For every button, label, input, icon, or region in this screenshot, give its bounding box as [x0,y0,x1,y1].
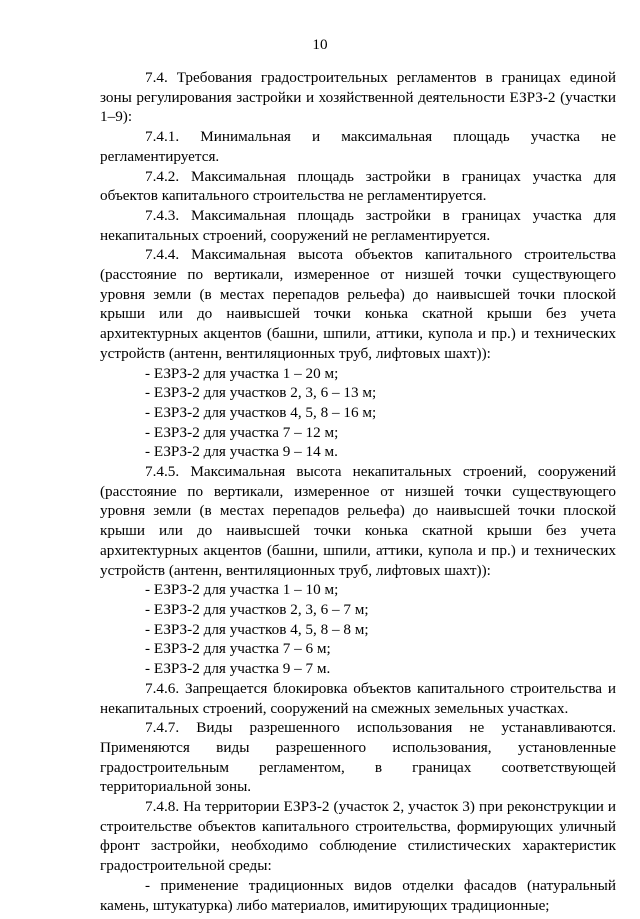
list-item: - ЕЗРЗ-2 для участков 4, 5, 8 – 16 м; [145,403,377,421]
list-item: - ЕЗРЗ-2 для участков 4, 5, 8 – 8 м; [145,620,369,638]
list-item: - ЕЗРЗ-2 для участка 1 – 10 м; [145,581,339,599]
list-item: - ЕЗРЗ-2 для участка 9 – 14 м. [145,443,338,461]
paragraph-7-4-8: 7.4.8. На территории ЕЗРЗ-2 (участок 2, участок 3) при реконструкции и строительстве объектов капитального строительства, формирующих уличный фронт застройки, необходимо соблюдение стилистических характеристик градостроительной среды: [100,798,616,875]
paragraph-7-4-2: 7.4.2. Максимальная площадь застройки в границах участка для объектов капитального строительства не регламентируется. [100,167,616,205]
list-item: - ЕЗРЗ-2 для участка 7 – 12 м; [145,423,339,441]
list-item: - ЕЗРЗ-2 для участка 9 – 7 м. [145,660,331,678]
paragraph-7-4-4: 7.4.4. Максимальная высота объектов капитального строительства (расстояние по вертикали, измеренное от низшей точки существующего уровня земли (в местах перепадов рельефа) до наивысшей точки плоской крыши или до наивысшей точки конька скатной крыши без учета архитектурных акцентов (башни, шпили, аттики, купола и пр.) и технических устройств (антенн, вентиляционных труб, лифтовых шахт)): [100,246,616,362]
paragraph-7-4-6: 7.4.6. Запрещается блокировка объектов капитального строительства и некапитальных строений, сооружений на смежных земельных участках. [100,679,616,717]
document-body [100,68,616,915]
paragraph-7-4-5: 7.4.5. Максимальная высота некапитальных строений, сооружений (расстояние по вертикали, измеренное от низшей точки существующего уровня земли (в местах перепадов рельефа) до наивысшей точки плоской крыши или до наивысшей точки конька скатной крыши без учета архитектурных акцентов (башни, шпили, аттики, купола и пр.) и технических устройств (антенн, вентиляционных труб, лифтовых шахт)): [100,463,616,579]
list-item: - ЕЗРЗ-2 для участка 1 – 20 м; [145,364,339,382]
paragraph-7-4: 7.4. Требования градостроительных регламентов в границах единой зоны регулирования застройки и хозяйственной деятельности ЕЗРЗ-2 (участки 1–9): [100,69,616,126]
list-item: - ЕЗРЗ-2 для участков 2, 3, 6 – 13 м; [145,384,377,402]
page-number: 10 [312,36,328,53]
paragraph-7-4-7: 7.4.7. Виды разрешенного использования не устанавливаются. Применяются виды разрешенного использования, установленные градостроительным регламентом, в границах соответствующей территориальной зоны. [100,719,616,796]
list-item: - ЕЗРЗ-2 для участка 7 – 6 м; [145,640,331,658]
paragraph-facade-finishing: - применение традиционных видов отделки фасадов (натуральный камень, штукатурка) либо материалов, имитирующих традиционные; [100,876,616,914]
paragraph-7-4-1: 7.4.1. Минимальная и максимальная площадь участка не регламентируется. [100,128,616,165]
paragraph-7-4-3: 7.4.3. Максимальная площадь застройки в границах участка для некапитальных строений, сооружений не регламентируется. [100,206,616,244]
list-item: - ЕЗРЗ-2 для участков 2, 3, 6 – 7 м; [145,600,369,618]
